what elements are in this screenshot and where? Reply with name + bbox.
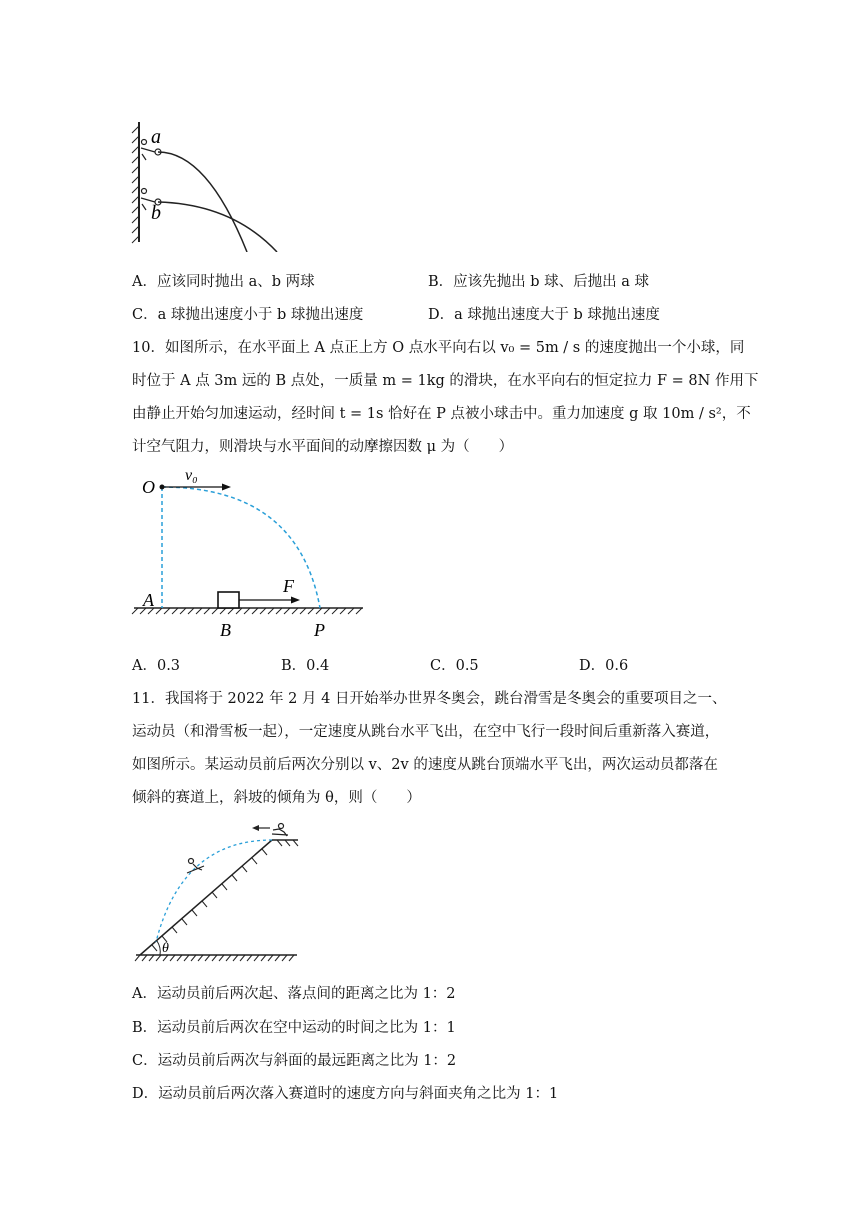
q11-option-c: C．运动员前后两次与斜面的最远距离之比为 1：2 xyxy=(132,1053,457,1069)
q11-option-b: B．运动员前后两次在空中运动的时间之比为 1：1 xyxy=(132,1020,456,1036)
label-b: b xyxy=(151,202,161,224)
q10-line-4: 计空气阻力，则滑块与水平面间的动摩擦因数 μ 为（ ） xyxy=(132,439,514,455)
trajectory-b xyxy=(158,202,277,252)
q11-line-4: 倾斜的赛道上，斜坡的倾角为 θ，则（ ） xyxy=(132,790,421,806)
q9-figure xyxy=(122,112,282,252)
svg-text:θ: θ xyxy=(162,941,169,956)
q9-option-a: A．应该同时抛出 a、b 两球 xyxy=(132,274,315,290)
skier-top xyxy=(272,824,288,837)
svg-text:A: A xyxy=(143,590,154,610)
q11-option-d: D．运动员前后两次落入赛道时的速度方向与斜面夹角之比为 1：1 xyxy=(132,1086,559,1102)
q10-line-2: 时位于 A 点 3m 远的 B 点处，一质量 m = 1kg 的滑块，在水平向右的恒定拉力 F = 8N 作用下 xyxy=(132,373,759,389)
q10-figure xyxy=(128,468,368,648)
q11-line-2: 运动员（和滑雪板一起），一定速度从跳台水平飞出，在空中飞行一段时间后重新落入赛道， xyxy=(132,724,720,740)
q11-line-3: 如图所示。某运动员前后两次分别以 v、2v 的速度从跳台顶端水平飞出，两次运动员都落在 xyxy=(132,757,718,773)
q10-option-d: D．0.6 xyxy=(579,658,629,674)
svg-text:O: O xyxy=(142,477,155,497)
svg-text:v₀: v₀ xyxy=(185,468,198,484)
q10-option-a: A．0.3 xyxy=(132,658,181,674)
skier-air xyxy=(187,859,204,874)
ball-trajectory xyxy=(162,487,320,608)
q10-option-c: C．0.5 xyxy=(430,658,479,674)
q11-figure xyxy=(132,818,302,966)
q9-option-b: B．应该先抛出 b 球、后抛出 a 球 xyxy=(428,274,650,290)
label-a: a xyxy=(151,126,161,148)
trajectory-a xyxy=(158,152,247,252)
slider-block xyxy=(218,592,239,608)
q11-option-a: A．运动员前后两次起、落点间的距离之比为 1：2 xyxy=(132,986,456,1002)
q10-option-b: B．0.4 xyxy=(281,658,330,674)
q10-line-1: 10．如图所示，在水平面上 A 点正上方 O 点水平向右以 v₀ = 5m / s 的速度抛出一个小球，同 xyxy=(132,340,745,356)
svg-text:F: F xyxy=(283,576,294,596)
q9-option-d: D．a 球抛出速度大于 b 球抛出速度 xyxy=(428,307,660,323)
q11-line-1: 11．我国将于 2022 年 2 月 4 日开始举办世界冬奥会，跳台滑雪是冬奥会的重要项目之一、 xyxy=(132,691,727,707)
svg-text:P: P xyxy=(314,620,325,640)
q10-line-3: 由静止开始匀加速运动，经时间 t = 1s 恰好在 P 点被小球击中。重力加速度 g 取 10m / s²，不 xyxy=(132,406,751,422)
svg-text:B: B xyxy=(220,620,231,640)
q9-option-c: C．a 球抛出速度小于 b 球抛出速度 xyxy=(132,307,364,323)
